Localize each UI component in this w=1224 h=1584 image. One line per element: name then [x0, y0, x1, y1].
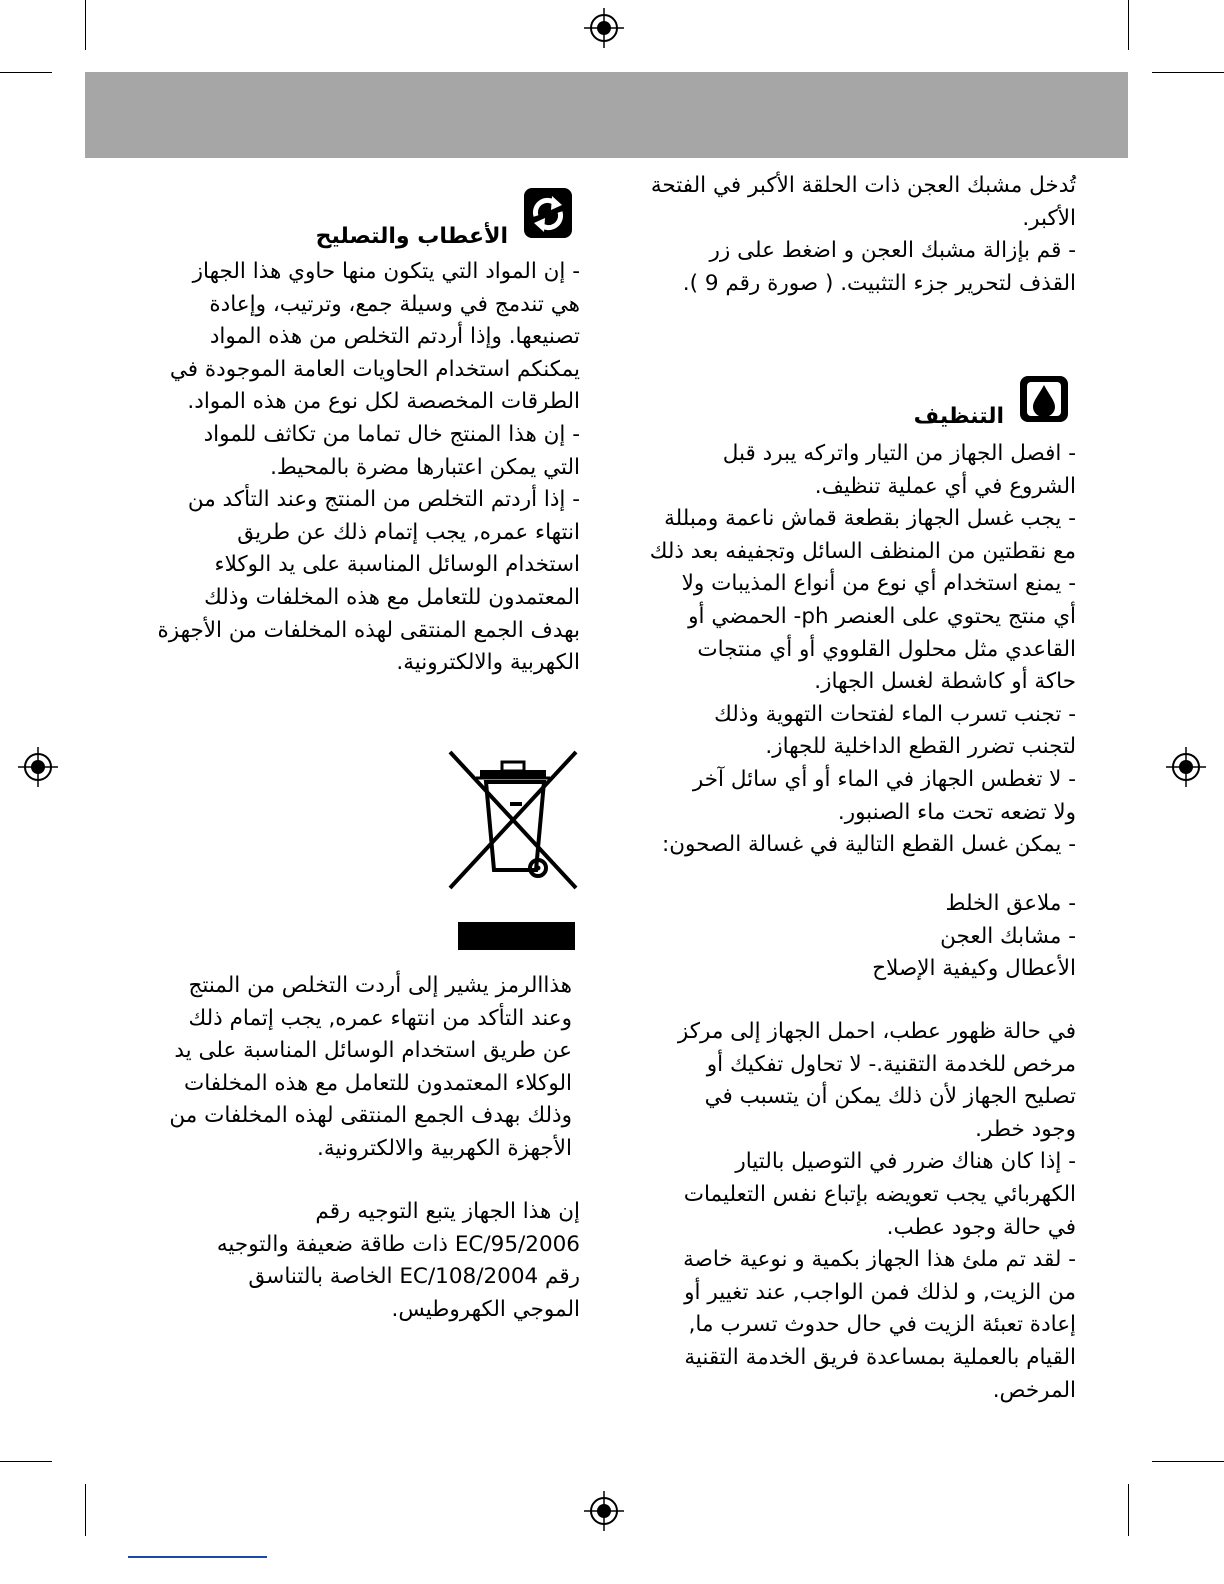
text-line: وعند التأكد من انتهاء عمره, يجب إتمام ذلك — [188, 1005, 572, 1031]
text-line: - إن المواد التي يتكون منها حاوي هذا الجهاز — [192, 259, 580, 284]
water-drop-icon — [1018, 374, 1070, 424]
text-line: استخدام الوسائل المناسبة على يد الوكلاء — [214, 552, 580, 578]
text-line: - تجنب تسرب الماء لفتحات التهوية وذلك — [714, 701, 1076, 727]
text-line: - يمنع استخدام أي نوع من أنواع المذيبات ولا — [681, 571, 1076, 597]
text-line: - إذا أردتم التخلص من المنتج وعند التأكد من — [187, 487, 580, 513]
text-line: تصليح الجهاز لأن ذلك يمكن أن يتسبب في — [704, 1084, 1076, 1110]
text-line: ولا تضعه تحت ماء الصنبور. — [837, 799, 1076, 825]
text-line: - إذا كان هناك ضرر في التوصيل بالتيار — [735, 1149, 1076, 1175]
crop-mark — [85, 1484, 86, 1536]
text-line: المعتمدون للتعامل مع هذه المخلفات وذلك — [204, 584, 580, 610]
crop-mark — [0, 1461, 52, 1462]
text-line: في حالة وجود عطب. — [886, 1214, 1076, 1240]
text-line: تصنيعها. وإذا أردتم التخلص من هذه المواد — [209, 324, 580, 350]
text-line: في حالة ظهور عطب، احمل الجهاز إلى مركز — [677, 1019, 1076, 1044]
text-line: المرخص. — [992, 1377, 1076, 1403]
registration-mark-icon — [584, 1491, 624, 1531]
cleaning-title: التنظيف — [913, 404, 1004, 429]
crop-mark — [1128, 0, 1129, 50]
text-line: تُدخل مشبك العجن ذات الحلقة الأكبر في الفتحة — [650, 173, 1076, 198]
registration-mark-icon — [1166, 747, 1206, 787]
text-line: حاكة أو كاشطة لغسل الجهاز. — [814, 669, 1076, 695]
text-line: الموجي الكهروطيس. — [391, 1296, 580, 1322]
text-line: الكهربائي يجب تعويضه بإتباع نفس التعليمات — [683, 1181, 1076, 1207]
text-line: هي تندمج في وسيلة جمع، وترتيب، وإعادة — [209, 291, 580, 317]
text-line: الكهربية والالكترونية. — [396, 650, 580, 676]
text-line: رقم EC/108/2004 الخاصة بالتناسق — [248, 1264, 580, 1290]
text-line: أي منتج يحتوي على العنصر ph- الحمضي أو — [688, 603, 1076, 629]
recycle-arrows-icon — [522, 186, 574, 240]
list-item: - ملاعق الخلط — [945, 891, 1076, 916]
text-line: القذف لتحرير جزء التثبيت. ( صورة رقم 9 ). — [682, 270, 1076, 296]
text-line: مع نقطتين من المنظف السائل وتجفيفه بعد ذلك — [649, 538, 1076, 564]
text-line: لتجنب تضرر القطع الداخلية للجهاز. — [765, 734, 1076, 760]
text-line: يمكنكم استخدام الحاويات العامة الموجودة في — [169, 356, 580, 382]
text-line: القيام بالعملية بمساعدة فريق الخدمة التقنية — [684, 1344, 1076, 1370]
text-line: - يجب غسل الجهاز بقطعة قماش ناعمة ومبللة — [664, 506, 1076, 532]
text-line: التي يمكن اعتبارها مضرة بالمحيط. — [270, 454, 580, 480]
text-line: - لا تغطس الجهاز في الماء أو أي سائل آخر — [692, 766, 1076, 792]
text-line: الشروع في أي عملية تنظيف. — [814, 473, 1076, 499]
recycling-title: الأعطاب والتصليح — [315, 224, 508, 249]
repair-paragraph — [646, 1016, 1076, 1407]
list-item: - مشابك العجن — [940, 923, 1076, 949]
text-line: هذاالرمز يشير إلى أردت التخلص من المنتج — [188, 973, 572, 998]
crossed-out-wheelie-bin-icon — [446, 748, 580, 892]
text-line: انتهاء عمره, يجب إتمام ذلك عن طريق — [237, 519, 580, 545]
dishwasher-items — [646, 888, 1076, 986]
text-line: الوكلاء المعتمدون للتعامل مع هذه المخلفات — [183, 1070, 572, 1096]
header-band — [85, 72, 1128, 158]
symbol-paragraph — [142, 970, 572, 1166]
text-line: - إن هذا المنتج خال تماما من تكاثف للمواد — [203, 421, 580, 447]
recycling-paragraph — [150, 256, 580, 680]
text-line: الأكبر. — [1022, 205, 1076, 231]
text-line: - لقد تم ملئ هذا الجهاز بكمية و نوعية خاصة — [683, 1247, 1076, 1273]
text-line: - افصل الجهاز من التيار واتركه يبرد قبل — [722, 441, 1076, 466]
cleaning-paragraph — [646, 438, 1076, 862]
text-line: إعادة تعبئة الزيت في حال حدوث تسرب ما, — [688, 1312, 1076, 1338]
text-line: الأجهزة الكهربية والالكترونية. — [316, 1135, 572, 1161]
crop-mark — [85, 0, 86, 50]
text-line: - يمكن غسل القطع التالية في غسالة الصحون: — [661, 832, 1076, 858]
crop-mark — [0, 72, 52, 73]
text-line: القاعدي مثل محلول القلووي أو أي منتجات — [697, 636, 1076, 662]
text-line: EC/95/2006 ذات طاقة ضعيفة والتوجيه — [216, 1231, 580, 1257]
text-line: وجود خطر. — [975, 1116, 1076, 1142]
crop-mark — [1128, 1484, 1129, 1536]
crop-mark — [1152, 72, 1224, 73]
section-subtitle: الأعطال وكيفية الإصلاح — [872, 956, 1076, 982]
text-line: الطرقات المخصصة لكل نوع من هذه المواد. — [187, 389, 580, 415]
text-line: - قم بإزالة مشبك العجن و اضغط على زر — [709, 238, 1076, 264]
weee-bar — [458, 922, 575, 950]
text-line: عن طريق استخدام الوسائل المناسبة على يد — [174, 1038, 572, 1064]
footer-line — [128, 1556, 267, 1558]
text-line: بهدف الجمع المنتقى لهذه المخلفات من الأجهزة — [157, 617, 580, 643]
text-line: إن هذا الجهاز يتبع التوجيه رقم — [315, 1199, 580, 1224]
intro-paragraph — [650, 170, 1076, 300]
text-line: مرخص للخدمة التقنية.- لا تحاول تفكيك أو — [706, 1051, 1076, 1077]
registration-mark-icon — [584, 8, 624, 48]
text-line: من الزيت, و لذلك فمن الواجب, عند تغيير أو — [684, 1279, 1076, 1305]
crop-mark — [1152, 1461, 1224, 1462]
directive-paragraph — [150, 1196, 580, 1326]
registration-mark-icon — [18, 747, 58, 787]
text-line: وذلك بهدف الجمع المنتقى لهذه المخلفات من — [169, 1103, 572, 1129]
